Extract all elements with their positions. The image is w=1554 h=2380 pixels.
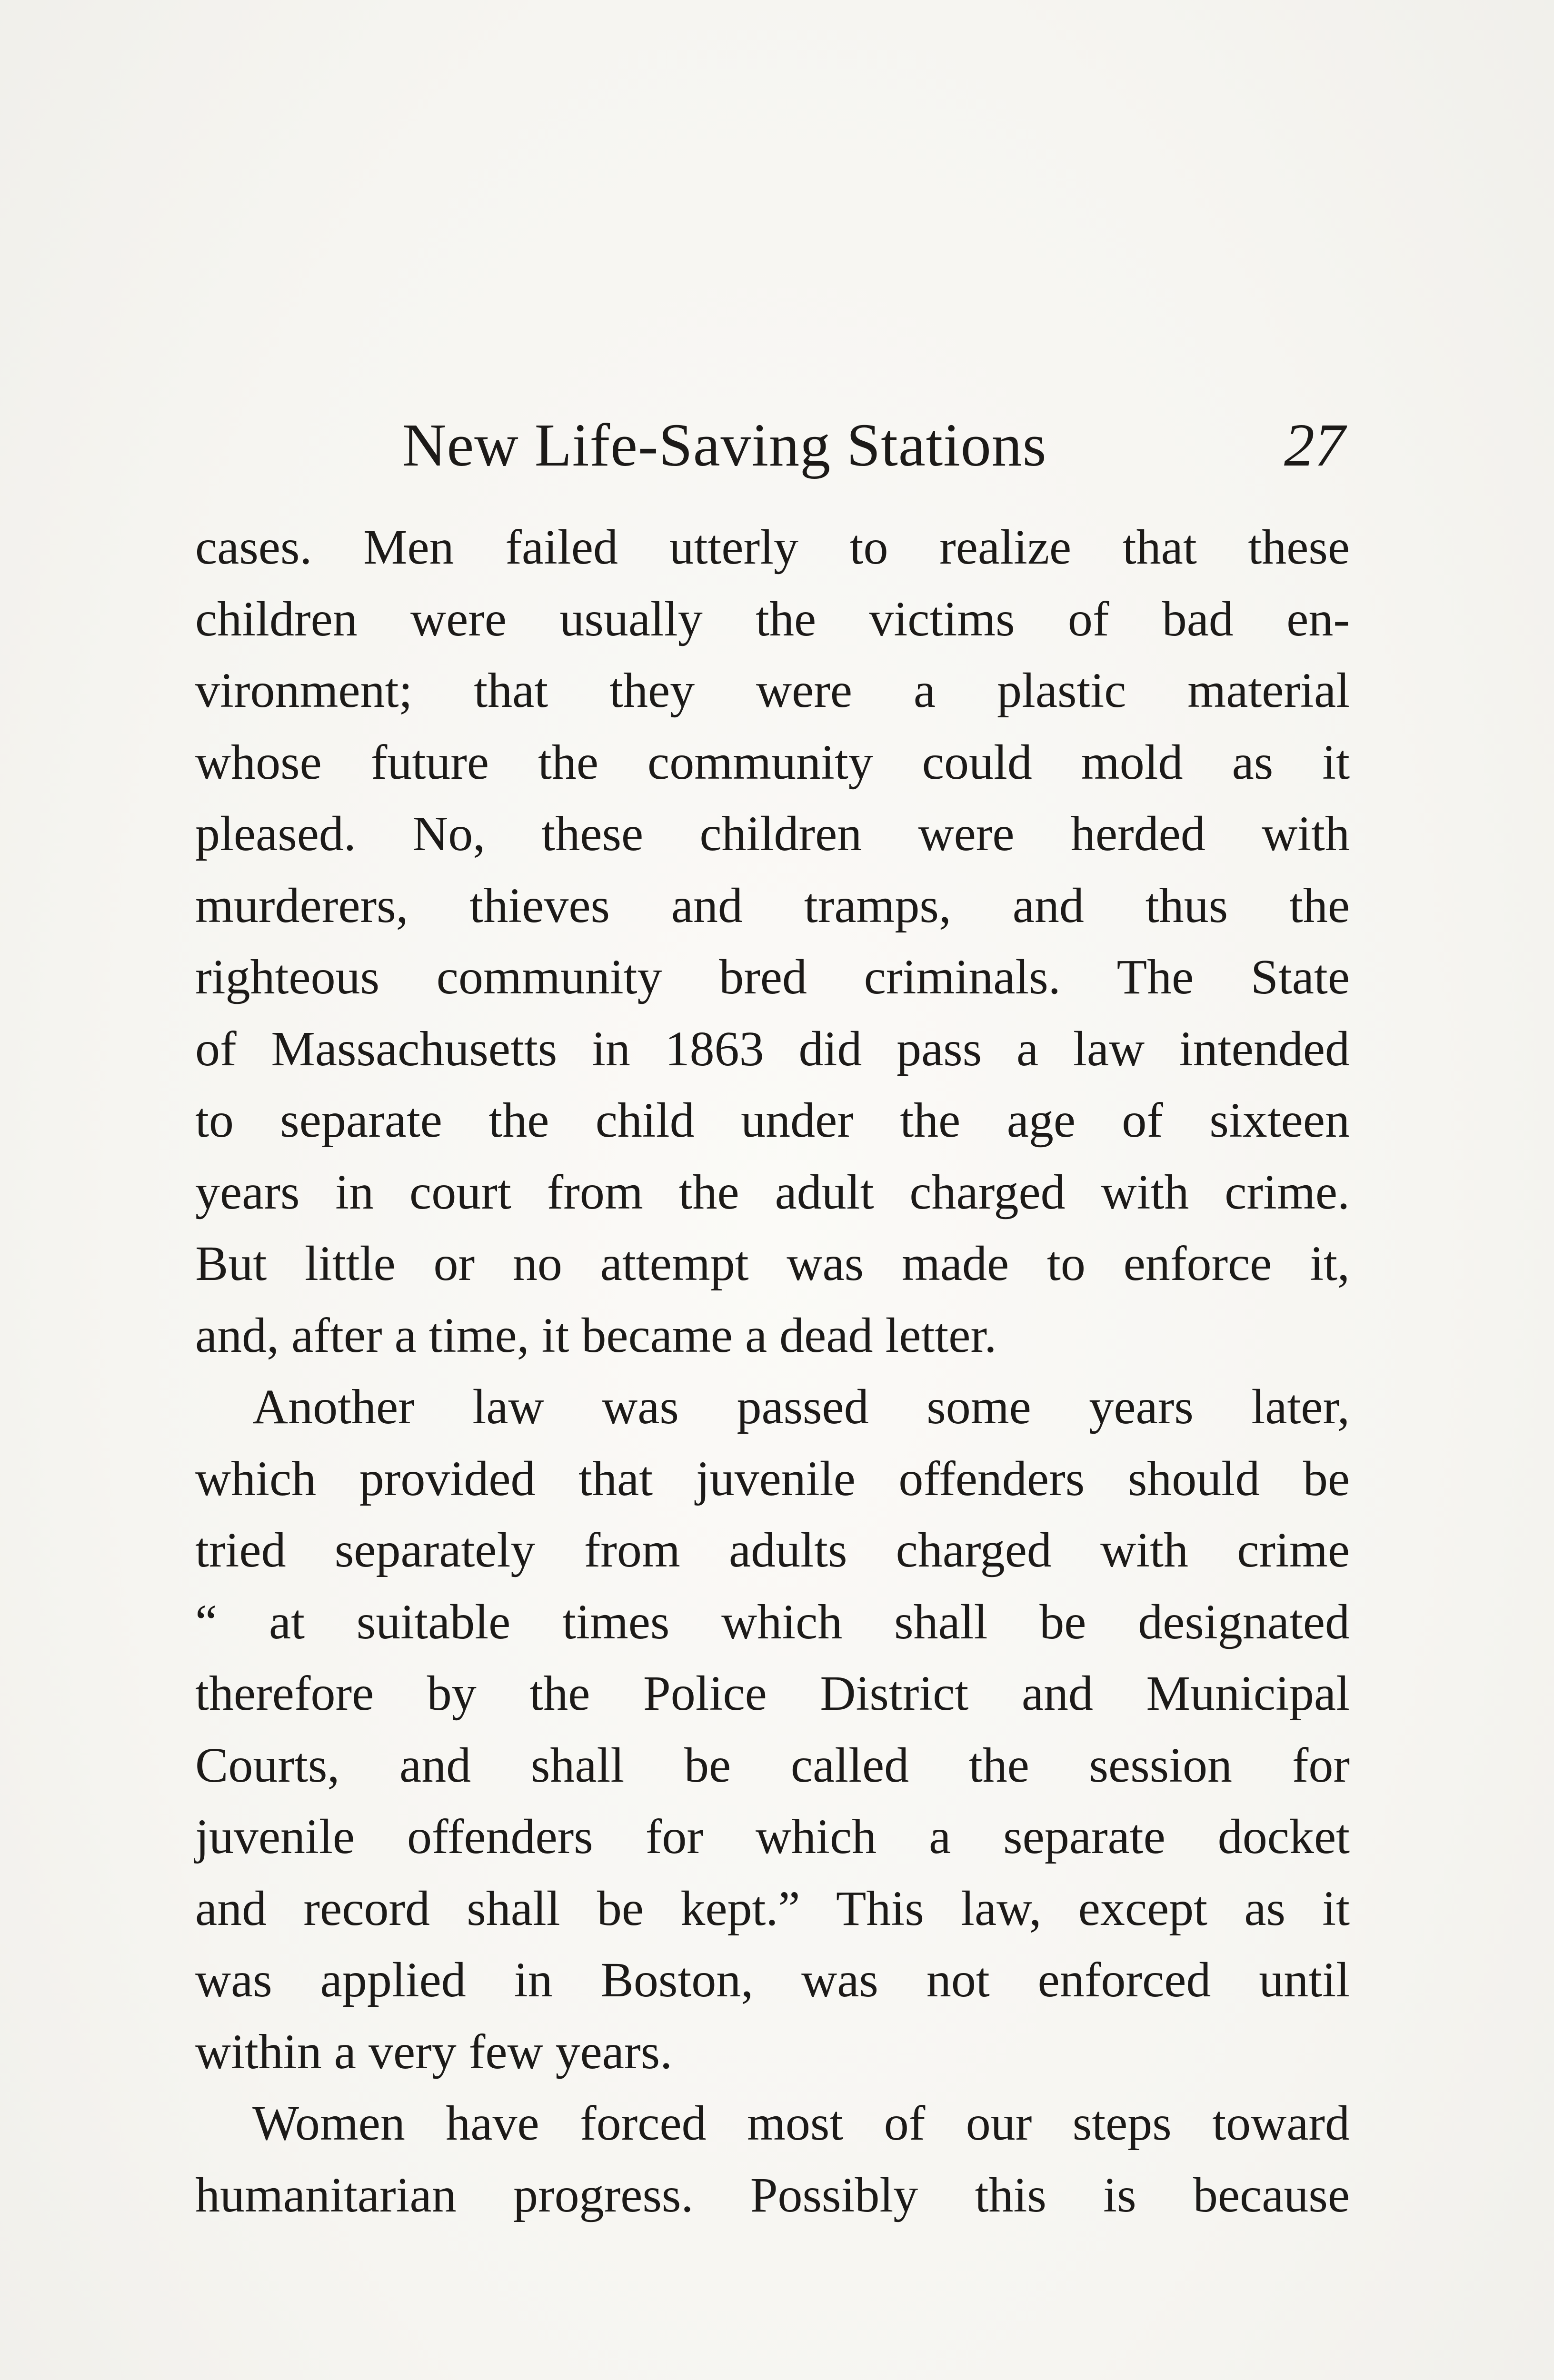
text-line: “ at suitable times which shall be designated xyxy=(195,1594,1350,1649)
text-line: pleased. No, these children were herded with xyxy=(195,806,1350,861)
text-line: tried separately from adults charged with crime xyxy=(195,1523,1350,1577)
text-line: therefore by the Police District and Municipal xyxy=(195,1666,1350,1721)
text-line: juvenile offenders for which a separate docket xyxy=(195,1809,1350,1864)
text-line: murderers, thieves and tramps, and thus the xyxy=(195,878,1350,933)
text-line: to separate the child under the age of sixteen xyxy=(195,1093,1350,1148)
text-line: Another law was passed some years later, xyxy=(252,1379,1350,1434)
text-line: and record shall be kept.” This law, except as it xyxy=(195,1881,1350,1936)
text-line: of Massachusetts in 1863 did pass a law intended xyxy=(195,1021,1350,1076)
text-line: children were usually the victims of bad en- xyxy=(195,591,1350,646)
text-line: and, after a time, it became a dead letter. xyxy=(195,1308,997,1363)
text-line: was applied in Boston, was not enforced until xyxy=(195,1953,1350,2007)
text-line: Courts, and shall be called the session for xyxy=(195,1737,1350,1793)
text-line: which provided that juvenile offenders should be xyxy=(195,1451,1350,1506)
text-line: years in court from the adult charged with crime. xyxy=(195,1164,1350,1220)
text-line: Women have forced most of our steps toward xyxy=(252,2096,1350,2151)
text-line: whose future the community could mold as it xyxy=(195,734,1350,790)
page-number: 27 xyxy=(1284,411,1345,479)
text-line: But little or no attempt was made to enforce it, xyxy=(195,1236,1350,1291)
running-title: New Life-Saving Stations xyxy=(402,411,1047,479)
body-text xyxy=(195,512,1350,2231)
text-line: vironment; that they were a plastic material xyxy=(195,663,1350,718)
text-line: righteous community bred criminals. The State xyxy=(195,950,1350,1004)
text-line: cases. Men failed utterly to realize that these xyxy=(195,520,1350,575)
running-head xyxy=(402,409,1345,481)
text-line: humanitarian progress. Possibly this is because xyxy=(195,2167,1350,2222)
text-line: within a very few years. xyxy=(195,2024,673,2079)
